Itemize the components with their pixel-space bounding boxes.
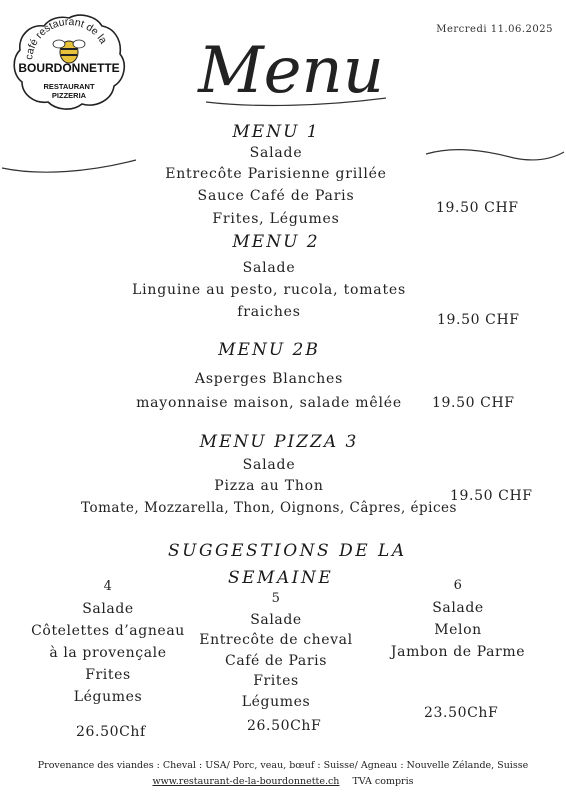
suggestion-4 xyxy=(18,576,198,708)
suggestion-4-price: 26.50Chf xyxy=(76,724,146,740)
logo-sub-restaurant: RESTAURANT xyxy=(43,82,95,91)
menu-2b-price: 19.50 CHF xyxy=(432,395,515,411)
suggestion-6-line-3: Jambon de Parme xyxy=(390,644,526,660)
suggestion-6-number: 6 xyxy=(453,578,463,593)
suggestion-6-line-1: Salade xyxy=(432,600,484,616)
menu-pizza-3-heading: MENU PIZZA 3 xyxy=(199,432,359,452)
menu-2b-line-2: mayonnaise maison, salade mêlée xyxy=(136,395,402,411)
suggestion-4-line-3: à la provençale xyxy=(49,645,167,661)
tva-note: TVA compris xyxy=(352,776,414,787)
menu-2-line-2: Linguine au pesto, rucola, tomates xyxy=(132,282,406,298)
menu-1-line-4: Frites, Légumes xyxy=(212,211,340,227)
menu-1-line-1: Salade xyxy=(249,145,303,161)
suggestion-4-line-4: Frites xyxy=(85,667,131,683)
logo-sub-pizzeria: PIZZERIA xyxy=(51,91,87,100)
suggestion-5-number: 5 xyxy=(271,591,281,606)
suggestions-heading-line-1: SUGGESTIONS DE LA xyxy=(168,541,407,561)
website-link[interactable]: www.restaurant-de-la-bourdonnette.ch xyxy=(152,776,340,787)
suggestion-6-line-2: Melon xyxy=(434,622,482,638)
suggestion-6 xyxy=(368,575,548,663)
menu-pizza-3-price: 19.50 CHF xyxy=(450,488,533,504)
menu-2b-heading: MENU 2B xyxy=(218,340,320,360)
meat-provenance-note: Provenance des viandes : Cheval : USA/ Porc, veau, bœuf : Suisse/ Agneau : Nouvelle Zélande, Suisse xyxy=(37,760,529,771)
menu-1-line-2: Entrecôte Parisienne grillée xyxy=(165,166,387,182)
menu-date: Mercredi 11.06.2025 xyxy=(436,24,553,35)
menu-pizza-3-line-2: Pizza au Thon xyxy=(214,478,324,494)
suggestion-5-line-1: Salade xyxy=(250,611,302,628)
menu-pizza-3-line-3: Tomate, Mozzarella, Thon, Oignons, Câpres, épices xyxy=(81,500,457,516)
suggestion-6-price: 23.50ChF xyxy=(424,705,499,721)
menu-1-heading: MENU 1 xyxy=(232,122,320,142)
suggestion-4-line-2: Côtelettes d’agneau xyxy=(31,623,185,639)
menu-1-price: 19.50 CHF xyxy=(436,200,519,216)
menu-2-line-1: Salade xyxy=(242,260,296,276)
suggestions-heading-line-2: SEMAINE xyxy=(228,568,334,588)
logo-arc-text: café restaurant de la xyxy=(23,15,110,61)
menu-1-line-3: Sauce Café de Paris xyxy=(197,188,355,204)
suggestion-4-line-5: Légumes xyxy=(73,689,143,705)
restaurant-logo xyxy=(10,10,128,110)
suggestion-4-line-1: Salade xyxy=(82,601,134,617)
suggestion-5-line-4: Frites xyxy=(253,673,299,689)
suggestion-5 xyxy=(186,589,366,712)
logo-name: BOURDONNETTE xyxy=(18,61,120,75)
menu-2b-line-1: Asperges Blanches xyxy=(194,371,344,387)
page-title xyxy=(186,22,396,112)
menu-2-line-3: fraiches xyxy=(237,304,301,320)
page-title-text: Menu xyxy=(198,34,384,108)
menu-pizza-3-line-1: Salade xyxy=(242,457,296,473)
suggestion-5-line-3: Café de Paris xyxy=(225,652,327,669)
right-swash-ornament xyxy=(424,140,566,170)
suggestion-5-line-2: Entrecôte de cheval xyxy=(199,632,353,648)
menu-2-price: 19.50 CHF xyxy=(437,312,520,328)
footer-website-row xyxy=(0,776,566,787)
suggestion-5-price: 26.50ChF xyxy=(247,718,322,734)
menu-2-heading: MENU 2 xyxy=(232,232,320,252)
suggestion-5-line-5: Légumes xyxy=(241,693,311,710)
suggestion-4-number: 4 xyxy=(103,579,113,594)
